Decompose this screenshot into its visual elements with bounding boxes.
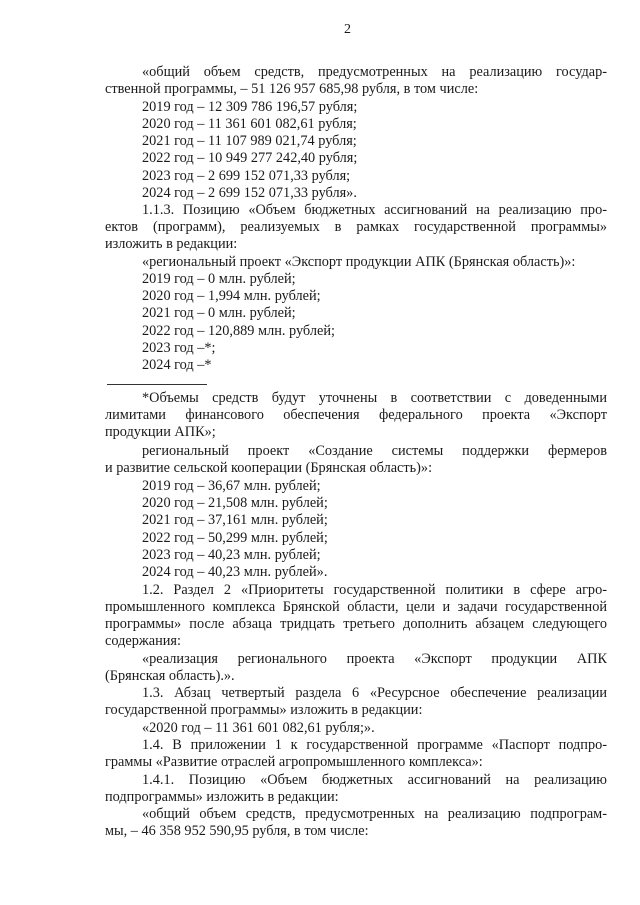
footnote-line: лимитами финансового обеспечения федерального проекта «Экспорт: [105, 407, 607, 423]
text-line: 2023 год –*;: [142, 340, 216, 356]
text-line: 2022 год – 50,299 млн. рублей;: [142, 530, 328, 546]
text-line: 2020 год – 21,508 млн. рублей;: [142, 495, 328, 511]
text-line: «2020 год – 11 361 601 082,61 рубля;».: [142, 720, 375, 736]
text-line: 2022 год – 10 949 277 242,40 рубля;: [142, 150, 358, 166]
text-line: программы» после абзаца тридцать третьего дополнить абзацем следующего: [105, 616, 607, 632]
text-line: 2020 год – 11 361 601 082,61 рубля;: [142, 116, 357, 132]
text-line: ектов (программ), реализуемых в рамках государственной программы»: [105, 219, 607, 235]
text-line: 1.4. В приложении 1 к государственной программе «Паспорт подпро-: [142, 737, 607, 753]
page-number: 2: [344, 22, 351, 37]
text-line: 1.1.3. Позицию «Объем бюджетных ассигнований на реализацию про-: [142, 202, 607, 218]
text-line: подпрограммы» изложить в редакции:: [105, 789, 339, 805]
text-line: «реализация регионального проекта «Экспорт продукции АПК: [142, 651, 607, 667]
text-line: 1.4.1. Позицию «Объем бюджетных ассигнований на реализацию: [142, 772, 607, 788]
text-line: 2024 год – 40,23 млн. рублей».: [142, 564, 328, 580]
text-line: 2022 год – 120,889 млн. рублей;: [142, 323, 335, 339]
text-line: «общий объем средств, предусмотренных на реализацию подпрограм-: [142, 806, 607, 822]
text-line: 2020 год – 1,994 млн. рублей;: [142, 288, 321, 304]
text-line: 2019 год – 36,67 млн. рублей;: [142, 478, 321, 494]
text-line: «региональный проект «Экспорт продукции АПК (Брянская область)»:: [142, 254, 576, 270]
text-line: 2024 год – 2 699 152 071,33 рубля».: [142, 185, 357, 201]
text-line: мы, – 46 358 952 590,95 рубля, в том числе:: [105, 823, 369, 839]
text-line: региональный проект «Создание системы поддержки фермеров: [142, 443, 607, 459]
text-line: 1.3. Абзац четвертый раздела 6 «Ресурсное обеспечение реализации: [142, 685, 607, 701]
text-line: 2021 год – 11 107 989 021,74 рубля;: [142, 133, 357, 149]
footnote-line: *Объемы средств будут уточнены в соответствии с доведенными: [142, 390, 607, 406]
text-line: ственной программы, – 51 126 957 685,98 рубля, в том числе:: [105, 81, 479, 97]
text-line: 1.2. Раздел 2 «Приоритеты государственной политики в сфере агро-: [142, 582, 607, 598]
text-line: государственной программы» изложить в редакции:: [105, 702, 423, 718]
text-line: 2021 год – 0 млн. рублей;: [142, 305, 296, 321]
text-line: 2024 год –*: [142, 357, 212, 373]
text-line: 2021 год – 37,161 млн. рублей;: [142, 512, 328, 528]
text-line: и развитие сельской кооперации (Брянская область)»:: [105, 460, 433, 476]
text-line: 2019 год – 0 млн. рублей;: [142, 271, 296, 287]
text-line: «общий объем средств, предусмотренных на реализацию государ-: [142, 64, 607, 80]
text-line: 2023 год – 2 699 152 071,33 рубля;: [142, 168, 351, 184]
footnote-line: продукции АПК»;: [105, 424, 216, 440]
text-line: промышленного комплекса Брянской области, цели и задачи государственной: [105, 599, 607, 615]
text-line: (Брянская область).».: [105, 668, 235, 684]
text-line: содержания:: [105, 633, 181, 649]
footnote-separator: [107, 384, 207, 385]
text-line: граммы «Развитие отраслей агропромышленного комплекса»:: [105, 754, 483, 770]
text-line: изложить в редакции:: [105, 236, 238, 252]
text-line: 2019 год – 12 309 786 196,57 рубля;: [142, 99, 358, 115]
text-line: 2023 год – 40,23 млн. рублей;: [142, 547, 321, 563]
